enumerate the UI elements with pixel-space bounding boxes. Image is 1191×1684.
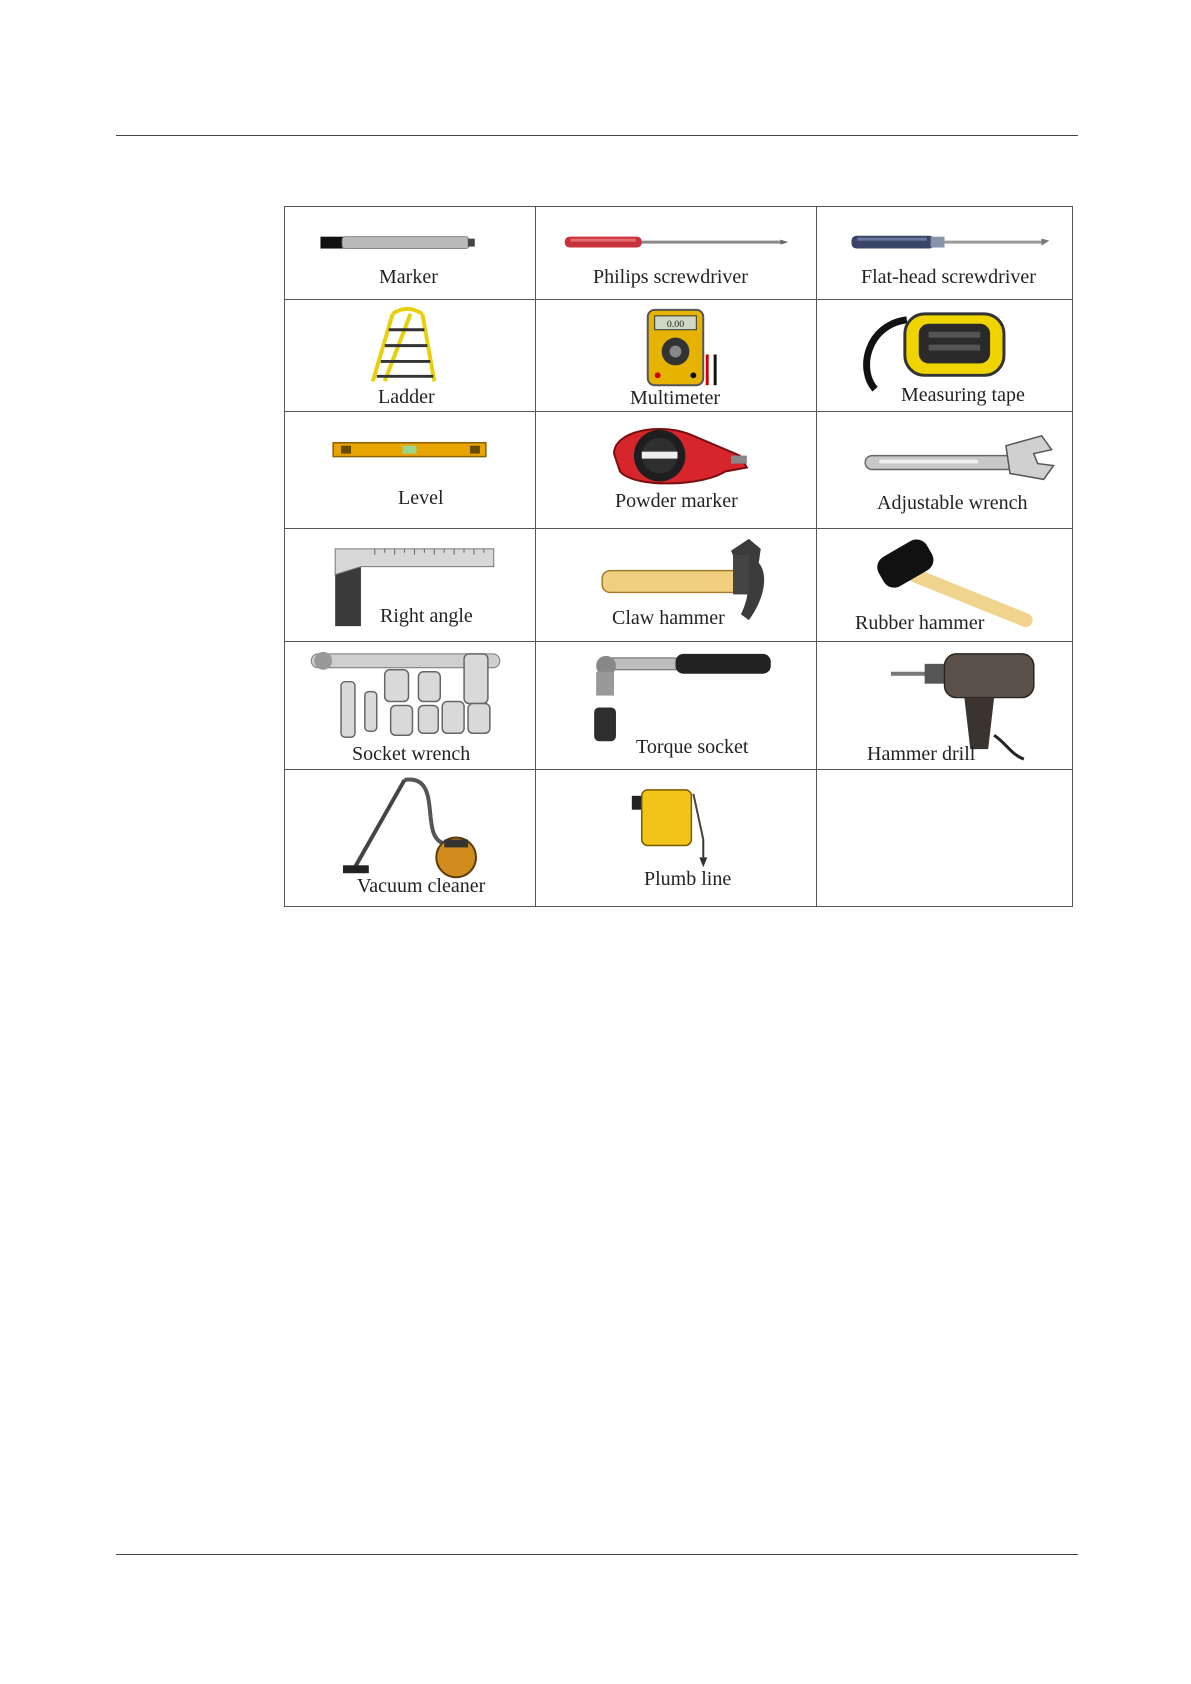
tool-cell-hammer-drill	[817, 642, 1073, 770]
tool-cell-vacuum-cleaner	[285, 770, 536, 907]
tool-cell-ladder	[285, 300, 536, 412]
tool-cell-level	[285, 412, 536, 529]
empty-cell	[817, 770, 1073, 907]
tool-label: Marker	[379, 266, 438, 288]
tool-label: Philips screwdriver	[593, 266, 748, 288]
tool-label: Powder marker	[615, 490, 738, 512]
tool-label: Vacuum cleaner	[357, 875, 486, 897]
tool-cell-torque-socket	[536, 642, 817, 770]
tool-cell-plumb-line	[536, 770, 817, 907]
level-icon	[285, 412, 535, 528]
tool-label: Multimeter	[630, 387, 720, 409]
tool-label: Right angle	[380, 605, 473, 627]
tool-label: Torque socket	[636, 736, 749, 758]
tool-cell-rubber-hammer	[817, 529, 1073, 642]
tool-label: Adjustable wrench	[877, 492, 1028, 514]
tools-table	[284, 206, 1073, 907]
header-rule	[116, 135, 1078, 136]
tool-cell-marker	[285, 207, 536, 300]
tool-cell-claw-hammer	[536, 529, 817, 642]
tool-cell-multimeter	[536, 300, 817, 412]
tool-label: Socket wrench	[352, 743, 471, 765]
tool-cell-right-angle	[285, 529, 536, 642]
tool-label: Hammer drill	[867, 743, 976, 765]
tool-cell-measuring-tape	[817, 300, 1073, 412]
tool-cell-adjustable-wrench	[817, 412, 1073, 529]
tool-label: Flat-head screwdriver	[861, 266, 1036, 288]
tool-label: Plumb line	[644, 868, 732, 890]
tool-label: Measuring tape	[901, 384, 1025, 406]
multimeter-display: 0.00	[666, 318, 685, 330]
tool-label: Claw hammer	[612, 607, 725, 629]
tool-cell-socket-wrench	[285, 642, 536, 770]
tool-label: Rubber hammer	[855, 612, 985, 634]
tool-cell-powder-marker	[536, 412, 817, 529]
tool-label: Level	[398, 487, 444, 509]
tool-cell-philips-screwdriver	[536, 207, 817, 300]
tool-label: Ladder	[378, 386, 435, 408]
tool-cell-flat-head-screwdriver	[817, 207, 1073, 300]
footer-rule	[116, 1554, 1078, 1555]
